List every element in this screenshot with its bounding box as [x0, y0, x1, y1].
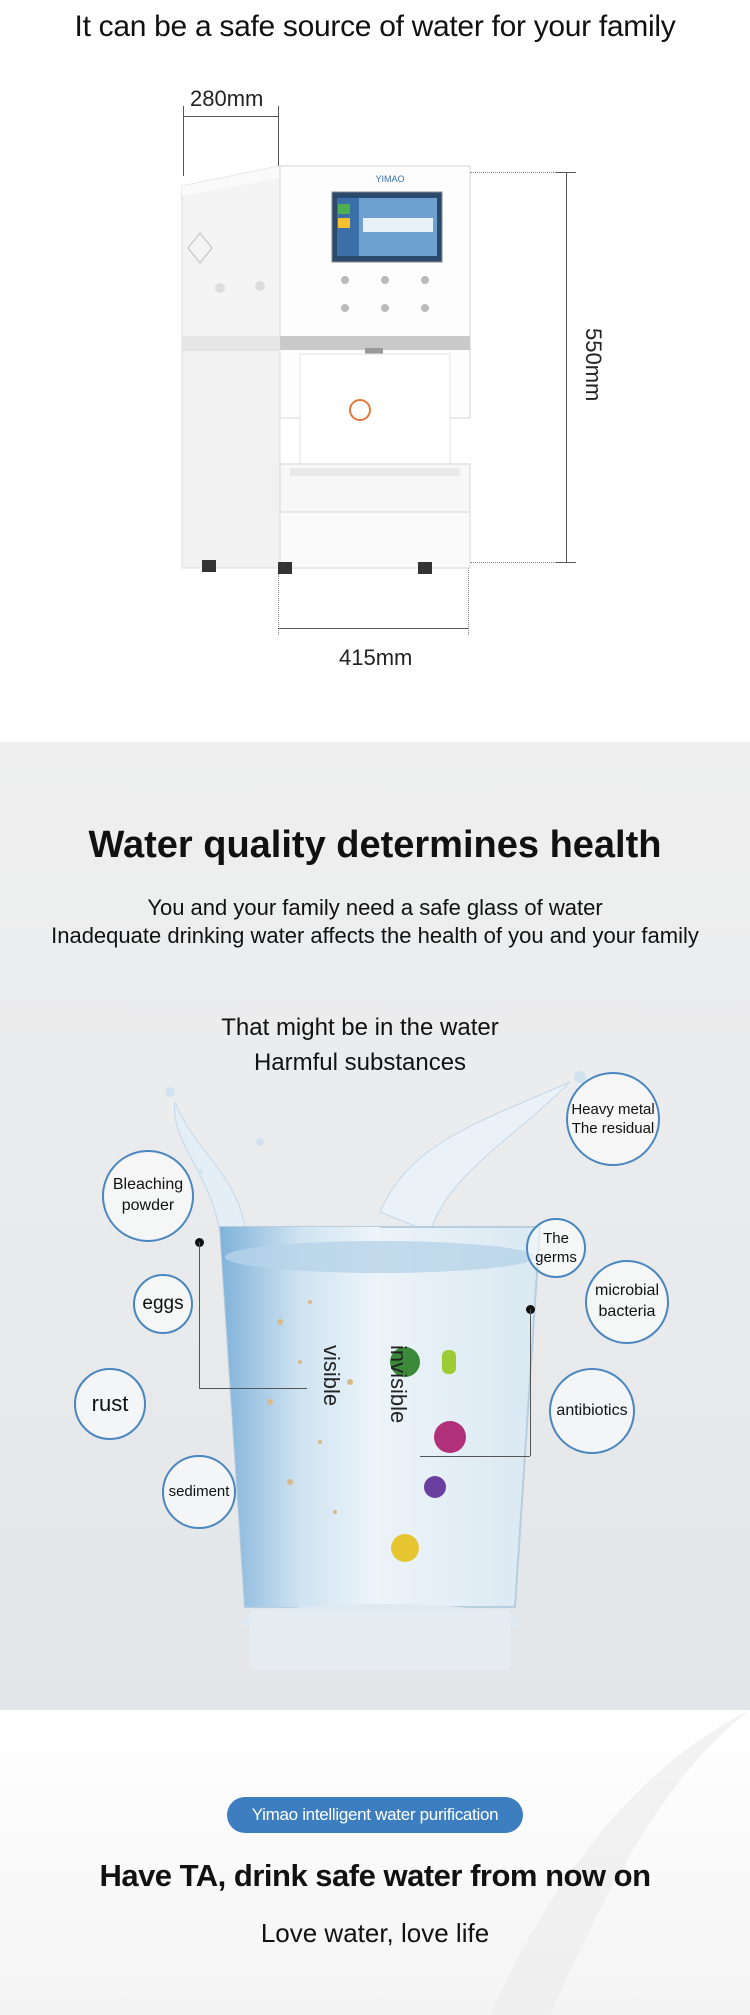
germs-line-2: germs: [535, 1249, 577, 1266]
germs-text: [535, 1229, 577, 1268]
glass-title-1: That might be in the water: [221, 1014, 499, 1041]
eggs-bubble: [133, 1274, 193, 1334]
germs-bubble: [526, 1218, 586, 1278]
glass-title-2: Harmful substances: [253, 1049, 467, 1076]
visible-connector-line: [199, 1242, 200, 1388]
height-dimension-label: 550mm: [581, 328, 606, 402]
sediment-label: sediment: [168, 1483, 230, 1501]
width-dimension-label: 280mm: [190, 86, 264, 111]
rust-bubble: [74, 1368, 146, 1440]
bleaching-powder-label: Bleaching powder: [112, 1176, 184, 1214]
eggs-label: eggs: [142, 1292, 184, 1314]
width-dimension-line: [183, 116, 278, 117]
microbial-bacteria-bubble: [585, 1260, 669, 1344]
microbial-line-2: bacteria: [598, 1303, 656, 1320]
section-line-1: You and your family need a safe glass of water: [147, 895, 603, 920]
section-heading: Water quality determines health: [88, 824, 662, 866]
visible-connector-base: [199, 1388, 307, 1389]
visible-label: visible: [319, 1345, 344, 1407]
closing-section: [0, 1710, 750, 2015]
width-dimension-tick-right: [278, 106, 279, 166]
closing-heading: Have TA, drink safe water from now on: [99, 1858, 651, 1893]
depth-dimension-line: [278, 628, 468, 629]
invisible-connector-line: [530, 1309, 531, 1456]
section-subtitle: It can be a safe source of water for your family: [74, 10, 676, 43]
rust-label: rust: [91, 1390, 129, 1416]
depth-dimension-label: 415mm: [339, 645, 413, 670]
invisible-connector-base: [420, 1456, 530, 1457]
section-line-2: Inadequate drinking water affects the health of you and your family: [51, 923, 699, 948]
water-quality-section: [0, 742, 750, 1710]
sediment-bubble: [162, 1455, 236, 1529]
microbial-line-1: microbial: [594, 1282, 659, 1300]
invisible-label: invisible: [386, 1345, 411, 1424]
heavy-metal-line-1: Heavy metal: [571, 1100, 655, 1118]
water-purifier-image: [180, 158, 480, 578]
height-guide-bottom: [470, 562, 570, 563]
brand-logo: YIMAO: [375, 174, 405, 184]
microbial-text: [595, 1281, 659, 1323]
height-guide-top: [470, 172, 570, 173]
antibiotics-label: antibiotics: [556, 1401, 628, 1419]
closing-tagline: Love water, love life: [260, 1918, 490, 1948]
height-dimension-line: [566, 172, 567, 562]
heavy-metal-text: [571, 1100, 654, 1139]
antibiotics-bubble: [549, 1368, 635, 1454]
heavy-metal-line-2: The residual: [571, 1120, 655, 1137]
heavy-metal-bubble: [566, 1072, 660, 1166]
product-dimension-section: [0, 0, 750, 742]
brand-pill-badge: Yimao intelligent water purification: [227, 1797, 523, 1833]
germs-line-1: The: [543, 1229, 569, 1247]
height-tick-top: [556, 172, 576, 173]
water-glass-image: [150, 1062, 610, 1682]
bleaching-powder-bubble: [102, 1150, 194, 1242]
height-tick-bottom: [556, 562, 576, 563]
